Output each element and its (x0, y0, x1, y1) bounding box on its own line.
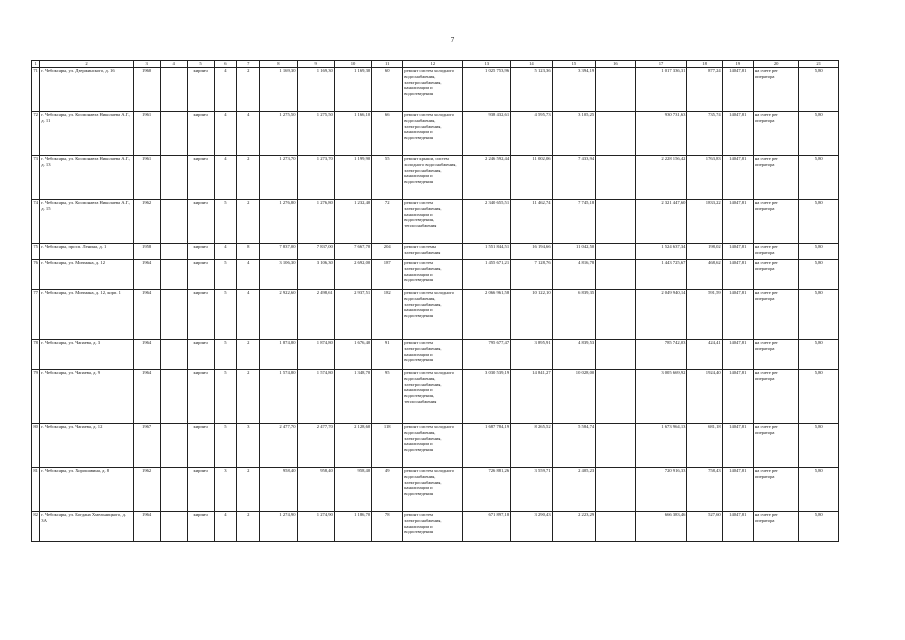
col-header: 1 (32, 61, 40, 68)
cell-per-m2: 681,18 (687, 424, 722, 468)
table-row (32, 468, 839, 512)
table-row (32, 244, 839, 260)
cell-year: 1962 (133, 468, 160, 512)
cell-c4 (160, 156, 187, 200)
cell-num: 72 (32, 112, 40, 156)
cell-residents: 91 (372, 340, 403, 370)
cell-year: 1964 (133, 260, 160, 290)
cell-entrances: 2 (237, 68, 260, 112)
cell-tariff: 5,80 (799, 112, 839, 156)
table-row (32, 112, 839, 156)
cell-residents: 55 (372, 156, 403, 200)
cell-area-living: 1 273,70 (297, 156, 334, 200)
cell-residents: 118 (372, 424, 403, 468)
cell-num: 71 (32, 68, 40, 112)
cell-works: ремонт систем электроснабжения, канализации и водоотведения (403, 260, 463, 290)
cell-floors: 4 (214, 512, 237, 542)
cell-c4 (160, 68, 187, 112)
cell-limit: 14047,81 (722, 370, 753, 424)
cell-floors: 4 (214, 156, 237, 200)
cell-area-total: 1 274,90 (260, 512, 297, 542)
col-header: 5 (187, 61, 214, 68)
cell-area-living: 7 837,00 (297, 244, 334, 260)
cell-cost-total: 795 677,47 (463, 340, 511, 370)
cell-area-res: 1 186,70 (334, 512, 371, 542)
cell-material: кирпич (187, 468, 214, 512)
cell-c4 (160, 468, 187, 512)
cell-cost-total: 1 687 784,19 (463, 424, 511, 468)
cell-address: г. Чебоксары, ул. Космонавта Николаева А.Г., д. 11 (40, 112, 133, 156)
cell-area-total: 1 276,80 (260, 200, 297, 244)
cell-owners: 1 443 725,67 (635, 260, 687, 290)
cell-residents: 72 (372, 200, 403, 244)
cell-material: кирпич (187, 68, 214, 112)
cell-entrances: 2 (237, 468, 260, 512)
cell-num: 75 (32, 244, 40, 260)
cell-entrances: 2 (237, 156, 260, 200)
cell-works: ремонт систем электроснабжения, канализации и водоотведения (403, 512, 463, 542)
cell-region: 4 816,78 (552, 260, 596, 290)
cell-owners: 666 383,46 (635, 512, 687, 542)
cell-area-total: 1 169,30 (260, 68, 297, 112)
cell-year: 1961 (133, 156, 160, 200)
col-header: 13 (463, 61, 511, 68)
cell-area-res: 958,40 (334, 468, 371, 512)
cell-per-m2: 1763,83 (687, 156, 722, 200)
cell-limit: 14047,81 (722, 290, 753, 340)
cell-c4 (160, 512, 187, 542)
cell-region: 7 745,18 (552, 200, 596, 244)
cell-c4 (160, 260, 187, 290)
cell-method: на счете рег оператора (753, 112, 799, 156)
cell-area-living: 1 275,50 (297, 112, 334, 156)
col-header: 4 (160, 61, 187, 68)
cell-region: 2 223,29 (552, 512, 596, 542)
cell-cost-total: 726 881,26 (463, 468, 511, 512)
cell-floors: 3 (214, 468, 237, 512)
cell-address: г. Чебоксары, ул. Дзержинского, д. 16 (40, 68, 133, 112)
cell-num: 80 (32, 424, 40, 468)
cell-fund: 10 122,10 (511, 290, 552, 340)
cell-address: г. Чебоксары, ул. Хорошавина, д. 8 (40, 468, 133, 512)
cell-per-m2: 424,41 (687, 340, 722, 370)
table-row (32, 200, 839, 244)
cell-c16 (596, 370, 635, 424)
cell-floors: 4 (214, 244, 237, 260)
column-number-row (32, 61, 839, 68)
cell-method: на счете рег оператора (753, 200, 799, 244)
table-row (32, 260, 839, 290)
cell-num: 73 (32, 156, 40, 200)
cell-material: кирпич (187, 244, 214, 260)
cell-per-m2: 198,02 (687, 244, 722, 260)
cell-cost-total: 2 066 961,58 (463, 290, 511, 340)
cell-residents: 60 (372, 68, 403, 112)
cell-num: 82 (32, 512, 40, 542)
cell-limit: 14047,81 (722, 512, 753, 542)
cell-c4 (160, 290, 187, 340)
cell-c16 (596, 340, 635, 370)
cell-floors: 5 (214, 340, 237, 370)
cell-residents: 66 (372, 112, 403, 156)
cell-residents: 182 (372, 290, 403, 340)
cell-cost-total: 1 025 753,96 (463, 68, 511, 112)
cell-per-m2: 591,59 (687, 290, 722, 340)
cell-limit: 14047,81 (722, 424, 753, 468)
cell-material: кирпич (187, 290, 214, 340)
cell-material: кирпич (187, 156, 214, 200)
cell-area-total: 2 477,70 (260, 424, 297, 468)
cell-material: кирпич (187, 370, 214, 424)
cell-tariff: 5,80 (799, 200, 839, 244)
cell-material: кирпич (187, 260, 214, 290)
cell-owners: 2 228 156,42 (635, 156, 687, 200)
cell-cost-total: 2 246 592,44 (463, 156, 511, 200)
cell-floors: 5 (214, 260, 237, 290)
table-row (32, 512, 839, 542)
cell-area-total: 7 837,00 (260, 244, 297, 260)
cell-entrances: 2 (237, 340, 260, 370)
col-header: 15 (552, 61, 596, 68)
cell-area-living: 958,40 (297, 468, 334, 512)
cell-year: 1967 (133, 424, 160, 468)
cell-year: 1960 (133, 68, 160, 112)
cell-c16 (596, 200, 635, 244)
cell-material: кирпич (187, 200, 214, 244)
cell-tariff: 5,80 (799, 68, 839, 112)
cell-tariff: 5,80 (799, 370, 839, 424)
col-header: 7 (237, 61, 260, 68)
cell-works: ремонт систем холодного водоснабжения, электроснабжения, канализации и водоотведения (403, 68, 463, 112)
cell-entrances: 3 (237, 424, 260, 468)
cell-fund: 5 123,36 (511, 68, 552, 112)
cell-residents: 187 (372, 260, 403, 290)
cell-tariff: 5,80 (799, 290, 839, 340)
cell-residents: 95 (372, 370, 403, 424)
cell-region: 3 105,25 (552, 112, 596, 156)
cell-year: 1962 (133, 200, 160, 244)
cell-entrances: 8 (237, 244, 260, 260)
cell-address: г. Чебоксары, ул. Космонавта Николаева А.Г., д. 15 (40, 200, 133, 244)
cell-area-living: 1 276,80 (297, 200, 334, 244)
col-header: 17 (635, 61, 687, 68)
cell-works: ремонт систем холодного водоснабжения, электроснабжения, канализации и водоотведения (403, 468, 463, 512)
cell-cost-total: 1 551 844,51 (463, 244, 511, 260)
cell-area-living: 1 169,30 (297, 68, 334, 112)
cell-limit: 14047,81 (722, 468, 753, 512)
cell-entrances: 2 (237, 512, 260, 542)
cell-floors: 5 (214, 424, 237, 468)
cell-c4 (160, 370, 187, 424)
cell-residents: 78 (372, 512, 403, 542)
col-header: 18 (687, 61, 722, 68)
cell-tariff: 5,80 (799, 244, 839, 260)
cell-limit: 14047,81 (722, 244, 753, 260)
cell-entrances: 2 (237, 370, 260, 424)
cell-area-res: 1 169,30 (334, 68, 371, 112)
cell-fund: 16 194,66 (511, 244, 552, 260)
cell-area-res: 1 166,10 (334, 112, 371, 156)
cell-method: на счете рег оператора (753, 244, 799, 260)
table-row (32, 424, 839, 468)
cell-method: на счете рег оператора (753, 290, 799, 340)
cell-entrances: 2 (237, 200, 260, 244)
cell-region: 7 433,94 (552, 156, 596, 200)
cell-area-living: 1 574,80 (297, 370, 334, 424)
cell-area-res: 1 676,40 (334, 340, 371, 370)
col-header: 10 (334, 61, 371, 68)
cell-entrances: 4 (237, 260, 260, 290)
table-row (32, 340, 839, 370)
table-row (32, 290, 839, 340)
cell-num: 74 (32, 200, 40, 244)
cell-tariff: 5,80 (799, 340, 839, 370)
cell-address: г. Чебоксары, ул. Чапаева, д. 3 (40, 340, 133, 370)
cell-method: на счете рег оператора (753, 424, 799, 468)
cell-c16 (596, 424, 635, 468)
cell-num: 78 (32, 340, 40, 370)
cell-area-living: 2 498,61 (297, 290, 334, 340)
col-header: 21 (799, 61, 839, 68)
cell-owners: 930 731,63 (635, 112, 687, 156)
cell-cost-total: 671 897,18 (463, 512, 511, 542)
cell-address: г. Чебоксары, ул. Мичмана, д. 12 (40, 260, 133, 290)
cell-c16 (596, 290, 635, 340)
cell-area-res: 2 937,51 (334, 290, 371, 340)
cell-owners: 1 673 964,13 (635, 424, 687, 468)
cell-floors: 4 (214, 112, 237, 156)
cell-num: 79 (32, 370, 40, 424)
cell-method: на счете рег оператора (753, 468, 799, 512)
cell-owners: 2 049 940,14 (635, 290, 687, 340)
cell-per-m2: 1924,40 (687, 370, 722, 424)
capital-repair-table (31, 60, 839, 542)
cell-year: 1961 (133, 112, 160, 156)
cell-material: кирпич (187, 112, 214, 156)
col-header: 3 (133, 61, 160, 68)
col-header: 11 (372, 61, 403, 68)
cell-address: г. Чебоксары, просп. Ленина, д. 1 (40, 244, 133, 260)
cell-area-total: 3 106,30 (260, 260, 297, 290)
cell-material: кирпич (187, 424, 214, 468)
cell-material: кирпич (187, 340, 214, 370)
cell-fund: 14 841,27 (511, 370, 552, 424)
cell-entrances: 4 (237, 290, 260, 340)
col-header: 9 (297, 61, 334, 68)
cell-area-living: 1 274,90 (297, 512, 334, 542)
col-header: 12 (403, 61, 463, 68)
cell-c16 (596, 156, 635, 200)
cell-tariff: 5,80 (799, 512, 839, 542)
cell-address: г. Чебоксары, ул. Чапаева, д. 9 (40, 370, 133, 424)
cell-limit: 14047,81 (722, 200, 753, 244)
cell-owners: 3 005 669,92 (635, 370, 687, 424)
cell-region: 2 405,23 (552, 468, 596, 512)
cell-entrances: 4 (237, 112, 260, 156)
cell-method: на счете рег оператора (753, 370, 799, 424)
col-header: 2 (40, 61, 133, 68)
cell-tariff: 5,80 (799, 260, 839, 290)
cell-cost-total: 2 340 655,51 (463, 200, 511, 244)
col-header: 16 (596, 61, 635, 68)
cell-cost-total: 1 455 671,21 (463, 260, 511, 290)
cell-area-living: 1 874,80 (297, 340, 334, 370)
cell-area-living: 2 477,70 (297, 424, 334, 468)
table-row (32, 370, 839, 424)
cell-per-m2: 758,43 (687, 468, 722, 512)
cell-limit: 14047,81 (722, 68, 753, 112)
cell-per-m2: 735,74 (687, 112, 722, 156)
cell-year: 1964 (133, 340, 160, 370)
cell-area-res: 7 667,70 (334, 244, 371, 260)
cell-area-total: 1 574,80 (260, 370, 297, 424)
cell-area-res: 1 199,90 (334, 156, 371, 200)
cell-owners: 2 321 447,60 (635, 200, 687, 244)
cell-limit: 14047,81 (722, 340, 753, 370)
cell-c16 (596, 468, 635, 512)
cell-tariff: 5,80 (799, 424, 839, 468)
cell-works: ремонт систем электроснабжения, канализации и водоотведения (403, 340, 463, 370)
cell-area-total: 1 874,80 (260, 340, 297, 370)
cell-owners: 785 742,03 (635, 340, 687, 370)
cell-method: на счете рег оператора (753, 260, 799, 290)
cell-limit: 14047,81 (722, 260, 753, 290)
cell-area-res: 1 232,40 (334, 200, 371, 244)
cell-owners: 720 916,33 (635, 468, 687, 512)
cell-c16 (596, 68, 635, 112)
col-header: 6 (214, 61, 237, 68)
cell-region: 6 839,35 (552, 290, 596, 340)
table-row (32, 156, 839, 200)
cell-tariff: 5,80 (799, 156, 839, 200)
cell-address: г. Чебоксары, ул. Богдана Хмельницкого, д. 3А (40, 512, 133, 542)
cell-region: 3 394,19 (552, 68, 596, 112)
cell-tariff: 5,80 (799, 468, 839, 512)
cell-works: ремонт систем холодного водоснабжения, электроснабжения, канализации и водоотведения, теплоснабжения (403, 370, 463, 424)
cell-cost-total: 3 030 539,19 (463, 370, 511, 424)
cell-c4 (160, 112, 187, 156)
cell-year: 1964 (133, 290, 160, 340)
cell-address: г. Чебоксары, ул. Мичмана, д. 12, корп. 1 (40, 290, 133, 340)
cell-c4 (160, 340, 187, 370)
page-number: 7 (450, 36, 455, 44)
cell-material: кирпич (187, 512, 214, 542)
cell-fund: 3 559,71 (511, 468, 552, 512)
cell-cost-total: 938 432,61 (463, 112, 511, 156)
cell-floors: 5 (214, 370, 237, 424)
cell-fund: 11 462,74 (511, 200, 552, 244)
cell-area-res: 2 692,00 (334, 260, 371, 290)
cell-works: ремонт систем холодного водоснабжения, электроснабжения, канализации и водоотведения (403, 424, 463, 468)
cell-year: 1958 (133, 244, 160, 260)
cell-area-res: 1 348,70 (334, 370, 371, 424)
cell-fund: 3 290,43 (511, 512, 552, 542)
cell-address: г. Чебоксары, ул. Космонавта Николаева А.Г., д. 13 (40, 156, 133, 200)
cell-num: 77 (32, 290, 40, 340)
col-header: 8 (260, 61, 297, 68)
cell-region: 10 028,00 (552, 370, 596, 424)
cell-area-total: 1 273,70 (260, 156, 297, 200)
cell-address: г. Чебоксары, ул. Чапаева, д. 12 (40, 424, 133, 468)
cell-c4 (160, 244, 187, 260)
cell-method: на счете рег оператора (753, 340, 799, 370)
cell-per-m2: 1833,22 (687, 200, 722, 244)
cell-limit: 14047,81 (722, 156, 753, 200)
cell-c16 (596, 260, 635, 290)
cell-num: 81 (32, 468, 40, 512)
cell-per-m2: 877,24 (687, 68, 722, 112)
cell-c16 (596, 244, 635, 260)
cell-fund: 4 595,73 (511, 112, 552, 156)
cell-c4 (160, 424, 187, 468)
cell-works: ремонт систем холодного водоснабжения, электроснабжения, канализации и водоотведения (403, 112, 463, 156)
cell-works: ремонт крыши, систем холодного водоснабжения, электроснабжения, канализации и водоотведения (403, 156, 463, 200)
cell-owners: 1 017 336,31 (635, 68, 687, 112)
cell-area-living: 3 106,30 (297, 260, 334, 290)
cell-method: на счете рег оператора (753, 512, 799, 542)
cell-area-total: 958,40 (260, 468, 297, 512)
cell-floors: 5 (214, 290, 237, 340)
col-header: 20 (753, 61, 799, 68)
cell-region: 4 839,53 (552, 340, 596, 370)
cell-owners: 1 524 637,34 (635, 244, 687, 260)
cell-method: на счете рег оператора (753, 68, 799, 112)
cell-num: 76 (32, 260, 40, 290)
cell-works: ремонт систем электроснабжения, канализации и водоотведения, теплоснабжения (403, 200, 463, 244)
col-header: 14 (511, 61, 552, 68)
table-row (32, 68, 839, 112)
cell-per-m2: 527,60 (687, 512, 722, 542)
cell-works: ремонт системы электроснабжения (403, 244, 463, 260)
cell-c16 (596, 112, 635, 156)
cell-floors: 4 (214, 68, 237, 112)
cell-region: 5 584,74 (552, 424, 596, 468)
cell-limit: 14047,81 (722, 112, 753, 156)
cell-fund: 8 265,52 (511, 424, 552, 468)
cell-year: 1964 (133, 370, 160, 424)
cell-area-res: 2 128,60 (334, 424, 371, 468)
cell-residents: 49 (372, 468, 403, 512)
cell-area-total: 2 922,60 (260, 290, 297, 340)
cell-region: 11 042,50 (552, 244, 596, 260)
cell-fund: 7 128,76 (511, 260, 552, 290)
cell-c16 (596, 512, 635, 542)
cell-works: ремонт систем холодного водоснабжения, электроснабжения, канализации и водоотведения (403, 290, 463, 340)
cell-fund: 3 895,91 (511, 340, 552, 370)
col-header: 19 (722, 61, 753, 68)
cell-per-m2: 468,62 (687, 260, 722, 290)
cell-fund: 11 002,06 (511, 156, 552, 200)
cell-residents: 204 (372, 244, 403, 260)
cell-floors: 5 (214, 200, 237, 244)
cell-year: 1964 (133, 512, 160, 542)
cell-area-total: 1 275,50 (260, 112, 297, 156)
cell-method: на счете рег оператора (753, 156, 799, 200)
cell-c4 (160, 200, 187, 244)
